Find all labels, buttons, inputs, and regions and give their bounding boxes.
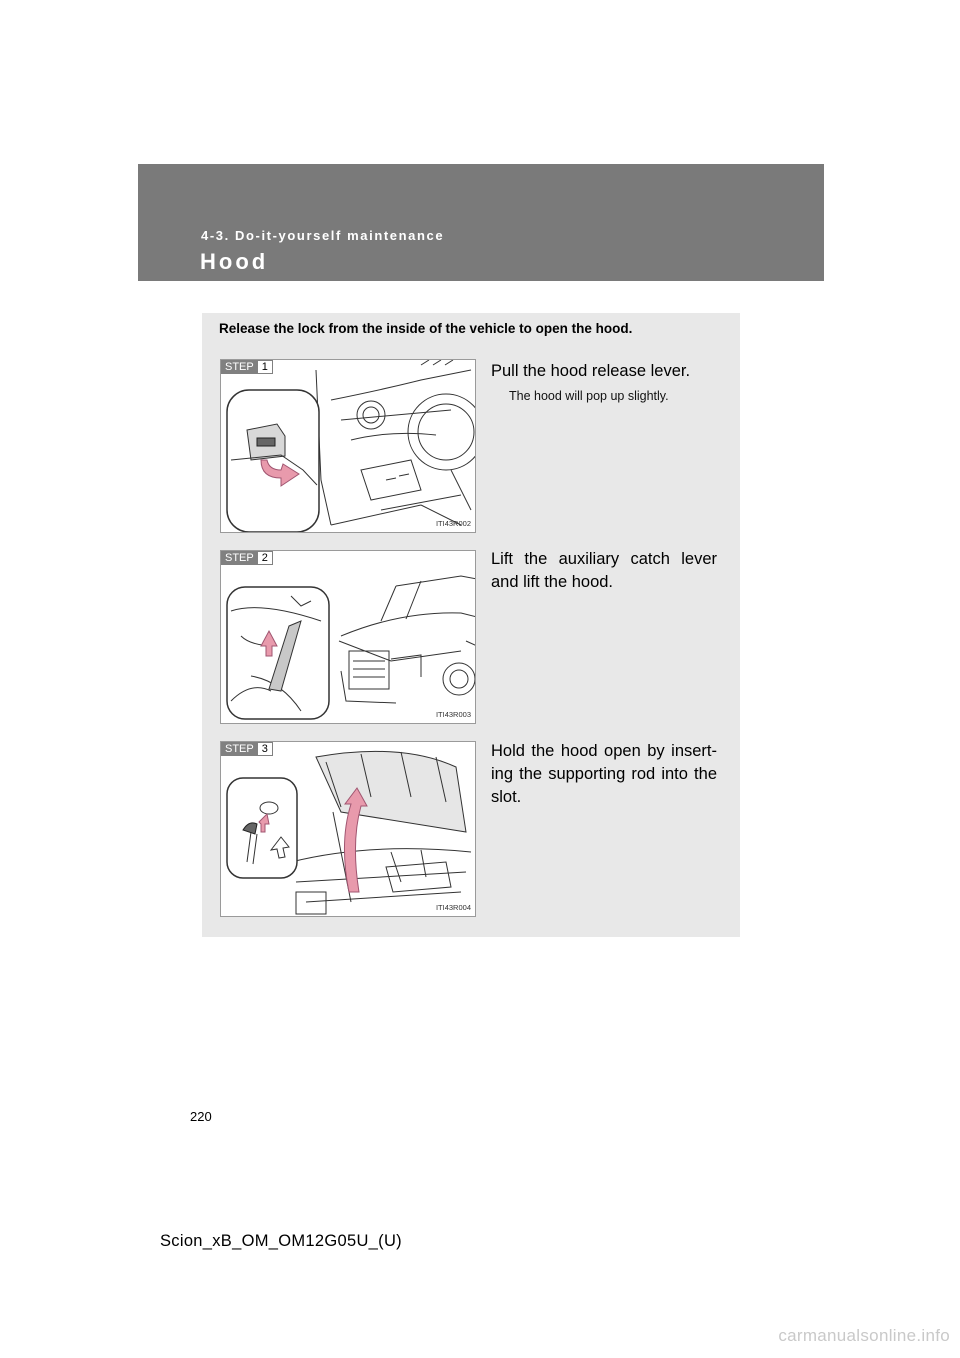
watermark: carmanualsonline.info <box>778 1326 950 1345</box>
step-3-badge <box>221 742 273 756</box>
document-code: Scion_xB_OM_OM12G05U_(U) <box>160 1232 402 1250</box>
page-number: 220 <box>190 1109 212 1124</box>
step-3-illustration <box>220 741 476 917</box>
step-badge-number: 3 <box>258 742 273 756</box>
chapter-header <box>138 164 824 281</box>
auxiliary-catch-drawing <box>221 551 476 724</box>
instruction-panel <box>202 313 740 937</box>
step-1-text: Pull the hood release lever. <box>491 362 691 380</box>
step-badge-number: 2 <box>258 551 273 565</box>
page-title: Hood <box>200 249 269 274</box>
step-2-badge <box>221 551 273 565</box>
intro-text: Release the lock from the inside of the vehicle to open the hood. <box>219 321 633 336</box>
hood-release-lever-drawing <box>221 360 476 533</box>
step-2-text: Lift the auxiliary catch lever and lift the hood. <box>491 550 717 591</box>
step-badge-word: STEP <box>221 742 258 756</box>
figure-code: ITI43R003 <box>435 710 471 719</box>
step-3-text: Hold the hood open by insert-ing the supporting rod into the slot. <box>491 742 717 806</box>
step-1-note: The hood will pop up slightly. <box>509 389 669 403</box>
step-badge-word: STEP <box>221 360 258 374</box>
step-2-illustration <box>220 550 476 724</box>
step-badge-number: 1 <box>258 360 273 374</box>
step-1-badge <box>221 360 273 374</box>
support-rod-drawing <box>221 742 476 917</box>
figure-code: ITI43R004 <box>435 903 471 912</box>
step-badge-word: STEP <box>221 551 258 565</box>
step-1-illustration <box>220 359 476 533</box>
section-label: 4-3. Do-it-yourself maintenance <box>201 228 445 243</box>
figure-code: ITI43R002 <box>435 519 471 528</box>
